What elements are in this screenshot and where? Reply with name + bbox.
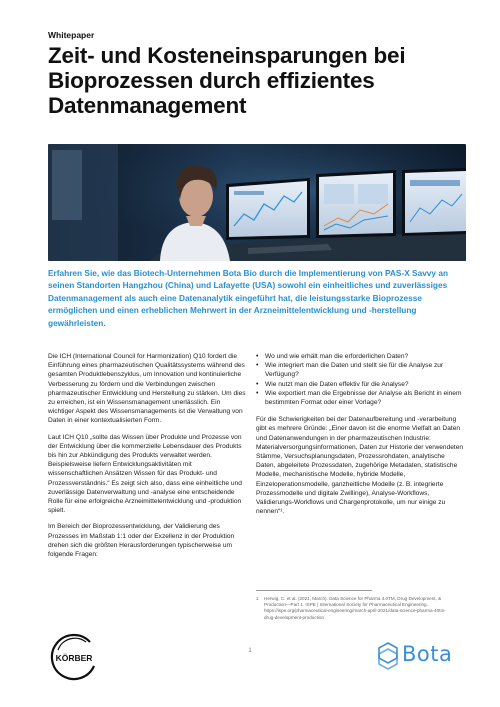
left-paragraph-1: Die ICH (International Council for Harmonization) Q10 fordert die Einführung eines pharmazeutischen Qualitätssystems während des gesamten Produktlebenszyklus, um Innovation und kontinuierliche Verbesserung zu fördern und die Verbindungen zwischen pharmazeutischer Entwicklung und Herstellung zu stärken. Um dies zu erreichen, ist ein Wissensmanagement unerlässlich. Ein wichtiger Aspekt des Wissensmanagements ist die Verwaltung von Daten in einer kontextualisierten Form. <box>48 353 246 425</box>
footnote-divider <box>256 590 372 591</box>
left-column <box>48 352 248 566</box>
question-item: • Wie nutzt man die Daten effektiv für die Analyse? <box>256 380 466 389</box>
document-kicker: Whitepaper <box>48 30 95 40</box>
footnote-number: 1 <box>256 596 259 601</box>
korber-wordmark: KÖRBER <box>55 653 93 663</box>
lead-paragraph: Erfahren Sie, wie das Biotech-Unternehmen Bota Bio durch die Implementierung von PAS-X Savvy an seinen Standorten Hangzhou (China) und Lafayette (USA) sowohl ein einheitliches und zuverlässiges Datenmanagement als auch eine Datenanalytik eingeführt hat, die leistungsstarke Bioprozesse ermöglichen und einen erheblichen Mehrwert in der Arzneimittelentwicklung und -herstellung gewährleisten. <box>48 268 449 328</box>
left-paragraph-3: Im Bereich der Bioprozessentwicklung, der Validierung des Prozesses im Maßstab 1:1 oder der Exzellenz in der Produktion drehen sich die größten Herausforderungen typischerweise um folgende Fragen: <box>48 523 235 559</box>
footnote-text: Herwig, C. et al. (2021, March). Data Science for Pharma 4.0TM, Drug Development, & Production—Part 1. ISPE | International Society for Pharmaceutical Engineering. https://ispe.org/pharmaceutical-engineering/march-april-2021/data-science-pharma-40tm-drug-development-production <box>264 596 446 620</box>
right-column <box>256 352 466 523</box>
footnote <box>256 596 456 621</box>
bota-wordmark: Bota <box>402 642 453 666</box>
question-item: • Wie exportiert man die Ergebnisse der Analyse als Bericht in einem bestimmten Format oder einer Vorlage? <box>256 389 466 407</box>
question-item: • Wie integriert man die Daten und stellt sie für die Analyse zur Verfügung? <box>256 361 466 379</box>
korber-logo <box>46 630 102 686</box>
right-paragraph-1: Für die Schwierigkeiten bei der Datenaufbereitung und -verarbeitung gibt es mehrere Gründe: „Einer davon ist die enorme Vielfalt an Daten und Datenanwendungen in der pharmazeutischen Industrie: Materialversorgungsinformationen, Daten zur Historie der verwendeten Stämme, Versuchsplanungsdaten, Prozessrohdaten, analytische Daten, abgeleitete Prozessdaten, zugehörige Metadaten, statistische Modelle, mechanistische Modelle, hybride Modelle, Einzeloperationsmodelle, ganzheitliche Modelle (z. B. integrierte Prozessmodelle und digitale Zwillinge), Analyse-Workflows, Validierungs-Workflows und Chargenprotokolle, um nur einige zu nennen“¹. <box>256 416 464 516</box>
document-title: Zeit- und Kosteneinsparungen bei Bioprozessen durch effizientes Datenmanagement <box>48 43 406 118</box>
page-number: 1 <box>248 647 252 654</box>
hero-image <box>48 144 466 261</box>
left-paragraph-2: Laut ICH Q10 „sollte das Wissen über Produkte und Prozesse von der Entwicklung über die kommerzielle Lebensdauer des Produkts bis hin zur Abkündigung des Produkts verwaltet werden. Beispielsweise liefern Entwicklungsaktivitäten mit wissenschaftlichen Ansätzen Wissen für das Produkt- und Prozessverständnis.“ Es zeigt sich also, dass eine einheitliche und zuverlässige Datenverwaltung und -analyse eine entscheidende Rolle für eine erfolgreiche Arzneimittelentwicklung und -produktion spielt. <box>48 433 242 515</box>
bota-hex-icon <box>376 641 400 671</box>
question-item: • Wo und wie erhält man die erforderlichen Daten? <box>256 352 466 361</box>
question-list <box>256 352 466 407</box>
bota-logo <box>376 639 458 673</box>
